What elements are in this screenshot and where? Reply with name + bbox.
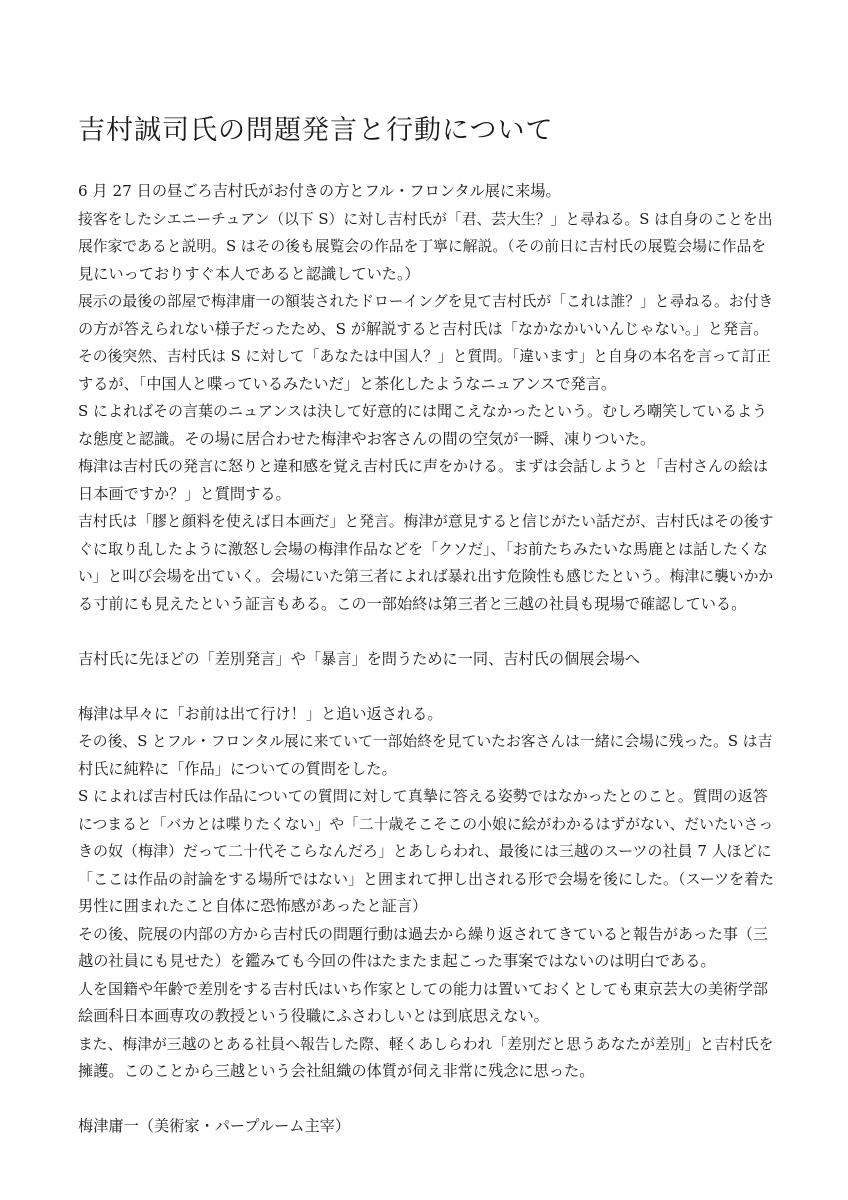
- text-line: る寸前にも見えたという証言もある。この一部始終は第三者と三越の社員も現場で確認している。: [78, 594, 747, 613]
- document-body: [78, 178, 774, 1141]
- text-line: な態度と認識。その場に居合わせた梅津やお客さんの間の空気が一瞬、凍りついた。: [78, 429, 656, 448]
- text-line: また、梅津が三越のとある社員へ報告した際、軽くあしらわれ「差別だと思うあなたが差別」と吉村氏を: [78, 1035, 774, 1053]
- text-line: その後、S とフル・フロンタル展に来ていて一部始終を見ていたお客さんは一緒に会場に残った。S は吉: [78, 733, 773, 750]
- text-line: 見にいっておりすぐ本人であると認識していた。）: [78, 264, 420, 283]
- document-title: 吉村誠司氏の問題発言と行動について: [78, 115, 554, 146]
- text-line: 6 月 27 日の昼ごろ吉村氏がお付きの方とフル・フロンタル展に来場。: [78, 182, 561, 200]
- paragraph-gap: [78, 1086, 774, 1114]
- text-line: ぐに取り乱したように激怒し会場の梅津作品などを「クソだ」、「お前たちみたいな馬鹿とは話したくな: [78, 539, 769, 558]
- text-line: 人を国籍や年齢で差別をする吉村氏はいち作家としての能力は置いておくとしても東京芸大の美術学部: [78, 979, 769, 998]
- text-line: S によれば吉村氏は作品についての質問に対して真摯に答える姿勢ではなかったとのこと。質問の返答: [78, 787, 768, 805]
- text-line: その後突然、吉村氏は S に対して「あなたは中国人？」と質問。「違います」と自身の本名を言って訂正: [78, 348, 771, 365]
- text-line: 吉村氏は「膠と顔料を使えば日本画だ」と発言。梅津が意見すると信じがたい話だが、吉村氏はその後す: [78, 513, 774, 530]
- text-line: 日本画ですか？」と質問する。: [78, 484, 291, 503]
- text-line: するが、「中国人と喋っているみたいだ」と茶化したようなニュアンスで発言。: [78, 374, 617, 393]
- text-line: につまると「バカとは喋りたくない」や「二十歳そこそこの小娘に絵がわかるはずがない、だいたいさっ: [78, 815, 774, 833]
- text-line: 梅津は吉村氏の発言に怒りと違和感を覚え吉村氏に声をかける。まずは会話しようと「吉村さんの絵は: [78, 457, 769, 475]
- text-line: 越の社員にも見せた）を鑑みても今回の件はたまたま起こった事案ではないのは明白である。: [78, 952, 716, 970]
- text-line: 男性に囲まれたこと自体に恐怖感があったと証言）: [78, 897, 428, 915]
- paragraph-gap: [78, 618, 774, 646]
- text-line: その後、院展の内部の方から吉村氏の問題行動は過去から繰り返されてきていると報告があった事（三: [78, 924, 768, 943]
- text-line: い」と叫び会場を出ていく。会場にいた第三者によれば暴れ出す危険性も感じたという。梅津に襲いかか: [78, 568, 774, 585]
- text-line: 「ここは作品の討論をする場所ではない」と囲まれて押し出される形で会場を後にした。（スーツを着た: [78, 869, 775, 888]
- text-line: 展作家であると説明。S はその後も展覧会の作品を丁寧に解説。（その前日に吉村氏の展覧会場に作品を: [78, 238, 767, 255]
- text-line: 吉村氏に先ほどの「差別発言」や「暴言」を問うために一同、吉村氏の個展会場へ: [78, 649, 640, 668]
- text-line: S によればその言葉のニュアンスは決して好意的には聞こえなかったという。むしろ嘲笑しているよう: [78, 402, 767, 420]
- paragraph-gap: [78, 673, 774, 701]
- text-line: 絵画科日本画専攻の教授という役職にふさわしいとは到底思えない。: [78, 1007, 549, 1025]
- text-line: 擁護。このことから三越という会社組織の体質が伺え非常に残念に思った。: [78, 1062, 595, 1080]
- text-line: の方が答えられない様子だったため、S が解説すると吉村氏は「なかなかいいんじゃない。」と発言。: [78, 319, 769, 338]
- text-line: 梅津は早々に「お前は出て行け！」と追い返される。: [78, 704, 443, 723]
- text-line: 村氏に純粋に「作品」についての質問をした。: [78, 759, 397, 778]
- text-line: 展示の最後の部屋で梅津庸一の額装されたドローイングを見て吉村氏が「これは誰？」と尋ねる。お付き: [78, 293, 774, 310]
- text-line: 接客をしたシエニーチュアン（以下 S）に対し吉村氏が「君、芸大生？」と尋ねる。S は自身のことを出: [78, 210, 773, 228]
- text-line: きの奴（梅津）だって二十代そこらなんだろ」とあしらわれ、最後には三越のスーツの社員 7 人ほどに: [78, 842, 772, 860]
- signature-line: 梅津庸一（美術家・パープルーム主宰）: [78, 1117, 351, 1135]
